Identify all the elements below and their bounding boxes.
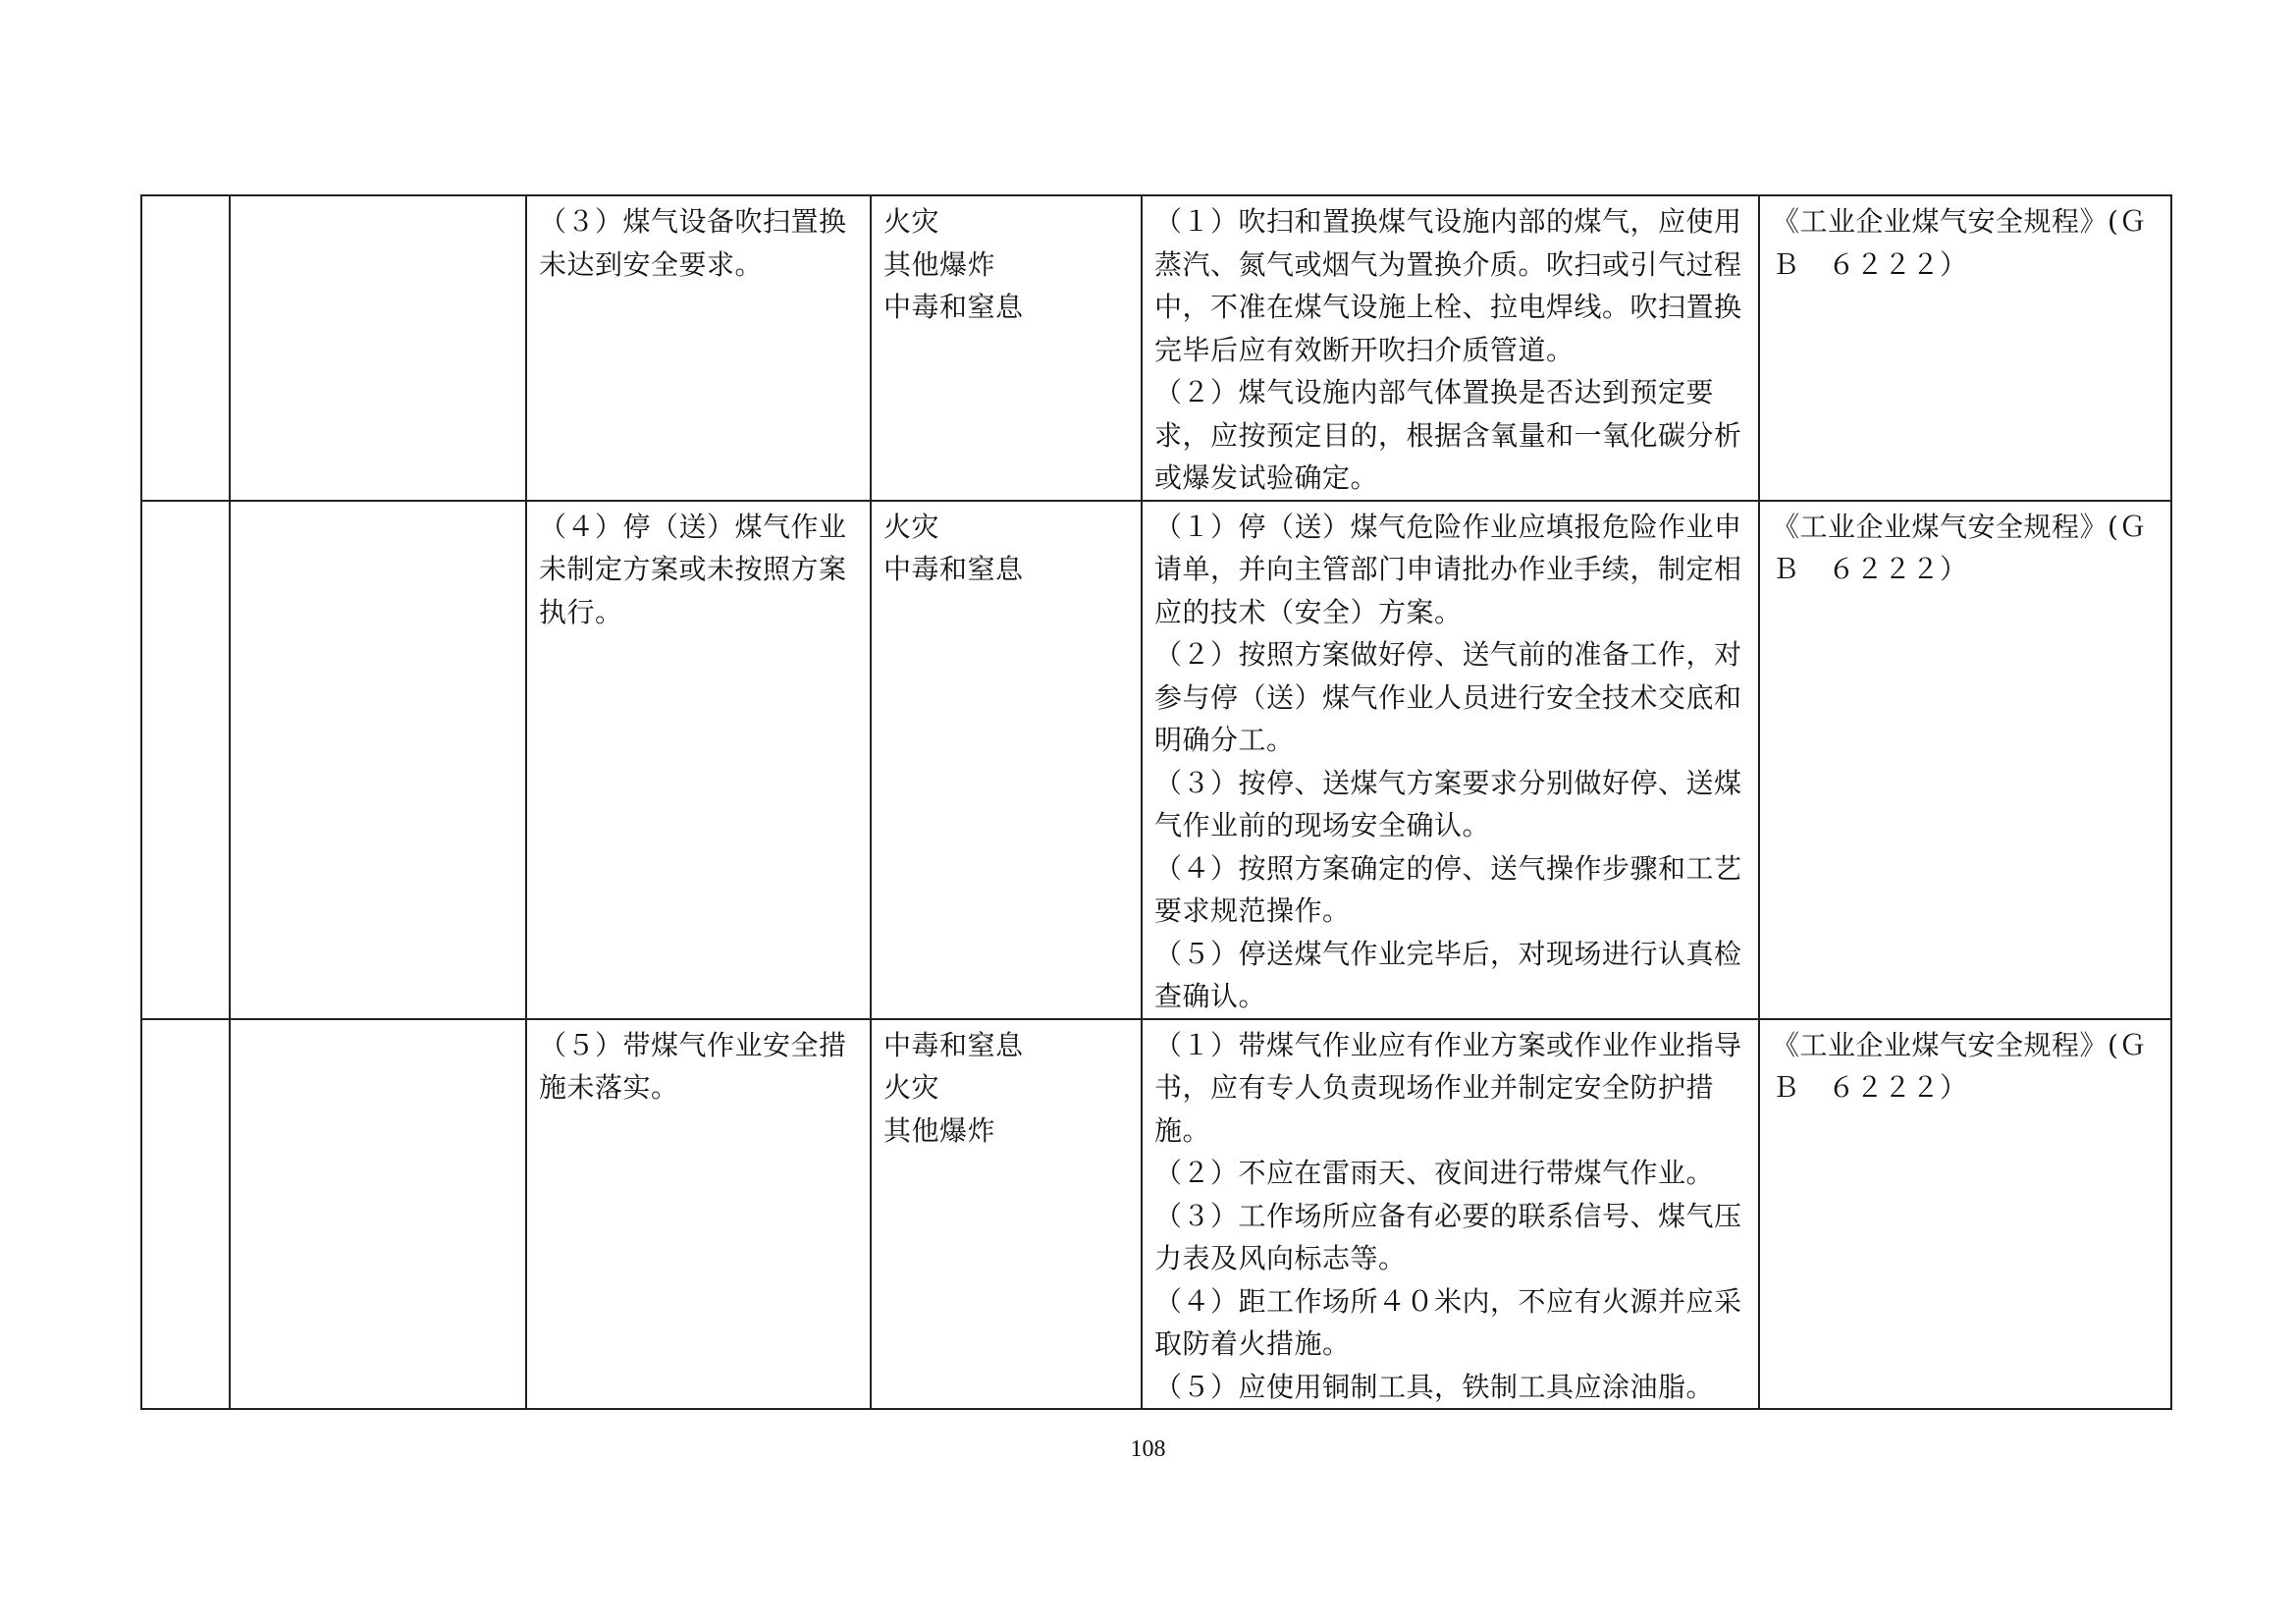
table-row <box>141 501 2171 1019</box>
measures-cell <box>1142 501 1759 1019</box>
measure-text: （１）带煤气作业应有作业方案或作业作业指导书，应有专人负责现场作业并制定安全防护措施。 <box>1154 1028 1742 1147</box>
accident-type: 中毒和窒息 <box>883 553 1024 585</box>
table-row <box>141 195 2171 501</box>
basis-text: 《工业企业煤气安全规程》(ＧＢ ６２２２） <box>1772 1028 2147 1104</box>
cell-blank-2 <box>230 195 526 501</box>
hazard-cell <box>526 195 871 501</box>
hazard-cell <box>526 1019 871 1410</box>
cell-blank-1 <box>141 195 230 501</box>
measures-cell <box>1142 1019 1759 1410</box>
measure-text: （１）吹扫和置换煤气设施内部的煤气，应使用蒸汽、氮气或烟气为置换介质。吹扫或引气过程中，不准在煤气设施上栓、拉电焊线。吹扫置换完毕后应有效断开吹扫介质管道。 <box>1154 205 1742 366</box>
accident-type-cell <box>871 1019 1142 1410</box>
accident-type: 火灾 <box>883 205 940 238</box>
basis-text: 《工业企业煤气安全规程》(ＧＢ ６２２２） <box>1772 510 2147 585</box>
accident-type-cell <box>871 501 1142 1019</box>
basis-cell <box>1759 501 2171 1019</box>
basis-text: 《工业企业煤气安全规程》(ＧＢ ６２２２） <box>1772 205 2147 281</box>
hazard-table-container <box>140 194 2170 1410</box>
measure-text: （１）停（送）煤气危险作业应填报危险作业申请单，并向主管部门申请批办作业手续，制定相应的技术（安全）方案。 <box>1154 510 1742 628</box>
table-body <box>141 195 2171 1409</box>
measure-text: （５）停送煤气作业完毕后，对现场进行认真检查确认。 <box>1154 937 1742 1012</box>
hazard-cell <box>526 501 871 1019</box>
measure-text: （２）煤气设施内部气体置换是否达到预定要求，应按预定目的，根据含氧量和一氧化碳分析或爆发试验确定。 <box>1154 376 1742 494</box>
cell-blank-1 <box>141 501 230 1019</box>
cell-blank-1 <box>141 1019 230 1410</box>
accident-type: 中毒和窒息 <box>883 1028 1024 1061</box>
accident-type-cell <box>871 195 1142 501</box>
hazard-text: （４）停（送）煤气作业未制定方案或未按照方案执行。 <box>539 510 847 628</box>
measure-text: （２）不应在雷雨天、夜间进行带煤气作业。 <box>1154 1157 1715 1189</box>
measure-text: （３）按停、送煤气方案要求分别做好停、送煤气作业前的现场安全确认。 <box>1154 766 1742 841</box>
accident-type: 火灾 <box>883 1071 940 1104</box>
measure-text: （４）距工作场所４０米内，不应有火源并应采取防着火措施。 <box>1154 1284 1742 1360</box>
cell-blank-2 <box>230 1019 526 1410</box>
accident-type: 火灾 <box>883 510 940 543</box>
accident-type: 中毒和窒息 <box>883 291 1024 323</box>
measures-cell <box>1142 195 1759 501</box>
cell-blank-2 <box>230 501 526 1019</box>
accident-type: 其他爆炸 <box>883 247 996 281</box>
basis-cell <box>1759 1019 2171 1410</box>
measure-text: （３）工作场所应备有必要的联系信号、煤气压力表及风向标志等。 <box>1154 1199 1742 1274</box>
hazard-text: （５）带煤气作业安全措施未落实。 <box>539 1028 847 1104</box>
page-number: 108 <box>1130 1436 1166 1462</box>
accident-type: 其他爆炸 <box>883 1113 996 1147</box>
table-row <box>141 1019 2171 1410</box>
measure-text: （２）按照方案做好停、送气前的准备工作，对参与停（送）煤气作业人员进行安全技术交底和明确分工。 <box>1154 638 1742 756</box>
hazard-text: （３）煤气设备吹扫置换未达到安全要求。 <box>539 205 847 281</box>
measure-text: （５）应使用铜制工具，铁制工具应涂油脂。 <box>1154 1370 1715 1403</box>
measure-text: （４）按照方案确定的停、送气操作步骤和工艺要求规范操作。 <box>1154 851 1742 927</box>
basis-cell <box>1759 195 2171 501</box>
hazard-table <box>140 194 2172 1410</box>
